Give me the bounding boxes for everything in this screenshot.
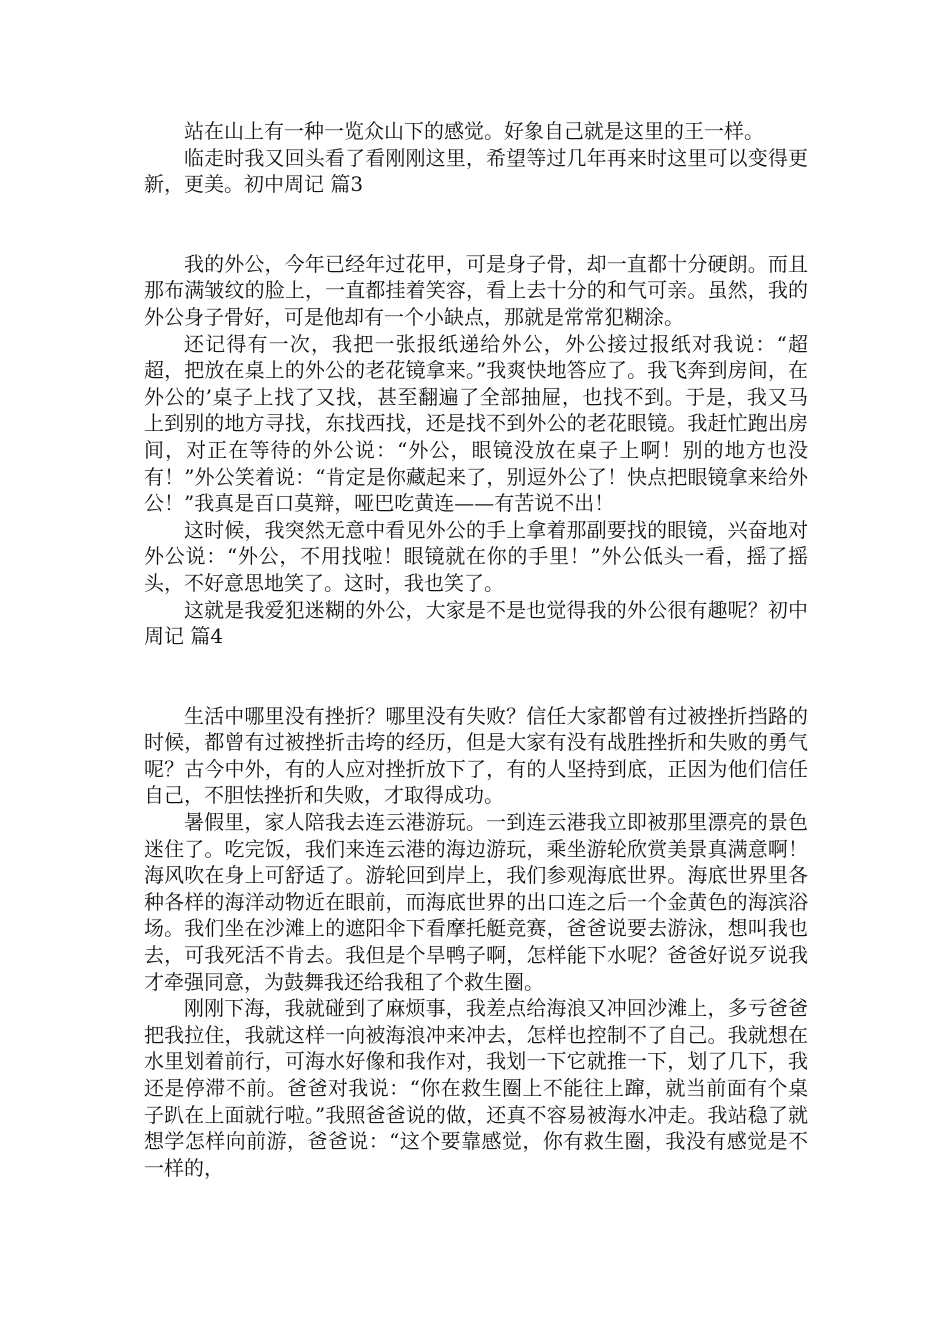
paragraph-glasses-found: 这时候，我突然无意中看见外公的手上拿着那副要找的眼镜，兴奋地对外公说：“外公，不用找啦！眼镜就在你的手里！”外公低头一看，摇了摇头，不好意思地笑了。这时，我也笑了。: [144, 517, 808, 595]
paragraph-glasses-search: 还记得有一次，我把一张报纸递给外公，外公接过报纸对我说：“超超，把放在桌上的外公的老花镜拿来。”我爽快地答应了。我飞奔到房间，在外公的’桌子上找了又找，甚至翻遍了全部抽屉，也找不到。于是，我又马上到别的地方寻找，东找西找，还是找不到外公的老花眼镜。我赶忙跑出房间，对正在等待的外公说：“外公，眼镜没放在桌子上啊！别的地方也没有！”外公笑着说：“肯定是你藏起来了，别逗外公了！快点把眼镜拿来给外公！”我真是百口莫辩，哑巴吃黄连——有苦说不出！: [144, 331, 808, 516]
paragraph-swimming: 刚刚下海，我就碰到了麻烦事，我差点给海浪又冲回沙滩上，多亏爸爸把我拉住，我就这样一向被海浪冲来冲去，怎样也控制不了自己。我就想在水里划着前行，可海水好像和我作对，我划一下它就推一下，划了几下，我还是停滞不前。爸爸对我说：“你在救生圈上不能往上蹿，就当前面有个桌子趴在上面就行啦。”我照爸爸说的做，还真不容易被海水冲走。我站稳了就想学怎样向前游，爸爸说：“这个要靠感觉，你有救生圈，我没有感觉是不一样的，: [144, 996, 808, 1180]
section-gap: [144, 198, 808, 251]
paragraph-setbacks: 生活中哪里没有挫折？哪里没有失败？信任大家都曾有过被挫折挡路的时候，都曾有过被挫折击垮的经历，但是大家有没有战胜挫折和失败的勇气呢？古今中外，有的人应对挫折放下了，有的人坚持到底，正因为他们信任自己，不胆怯挫折和失败，才取得成功。: [144, 703, 808, 808]
paragraph-grandpa-ending: 这就是我爱犯迷糊的外公，大家是不是也觉得我的外公很有趣呢？初中周记 篇4: [144, 597, 808, 649]
paragraph-leaving-ending: 临走时我又回头看了看刚刚这里，希望等过几年再来时这里可以变得更新，更美。初中周记 篇3: [144, 145, 808, 197]
section-gap: [144, 650, 808, 703]
paragraph-lianyungang-trip: 暑假里，家人陪我去连云港游玩。一到连云港我立即被那里漂亮的景色迷住了。吃完饭，我们来连云港的海边游玩，乘坐游轮欣赏美景真满意啊！海风吹在身上可舒适了。游轮回到岸上，我们参观海底世界。海底世界里各种各样的海洋动物近在眼前，而海底世界的出口连之后一个金黄色的海滨浴场。我们坐在沙滩上的遮阳伞下看摩托艇竞赛，爸爸说要去游泳，想叫我也去，可我死活不肯去。我但是个旱鸭子啊，怎样能下水呢？爸爸好说歹说我才牵强同意，为鼓舞我还给我租了个救生圈。: [144, 810, 808, 994]
document-page: [144, 118, 808, 1181]
paragraph-grandpa-intro: 我的外公，今年已经年过花甲，可是身子骨，却一直都十分硬朗。而且那布满皱纹的脸上，一直都挂着笑容，看上去十分的和气可亲。虽然，我的外公身子骨好，可是他却有一个小缺点，那就是常常犯糊涂。: [144, 251, 808, 329]
paragraph-summit-feeling: 站在山上有一种一览众山下的感觉。好象自己就是这里的王一样。: [184, 119, 764, 143]
